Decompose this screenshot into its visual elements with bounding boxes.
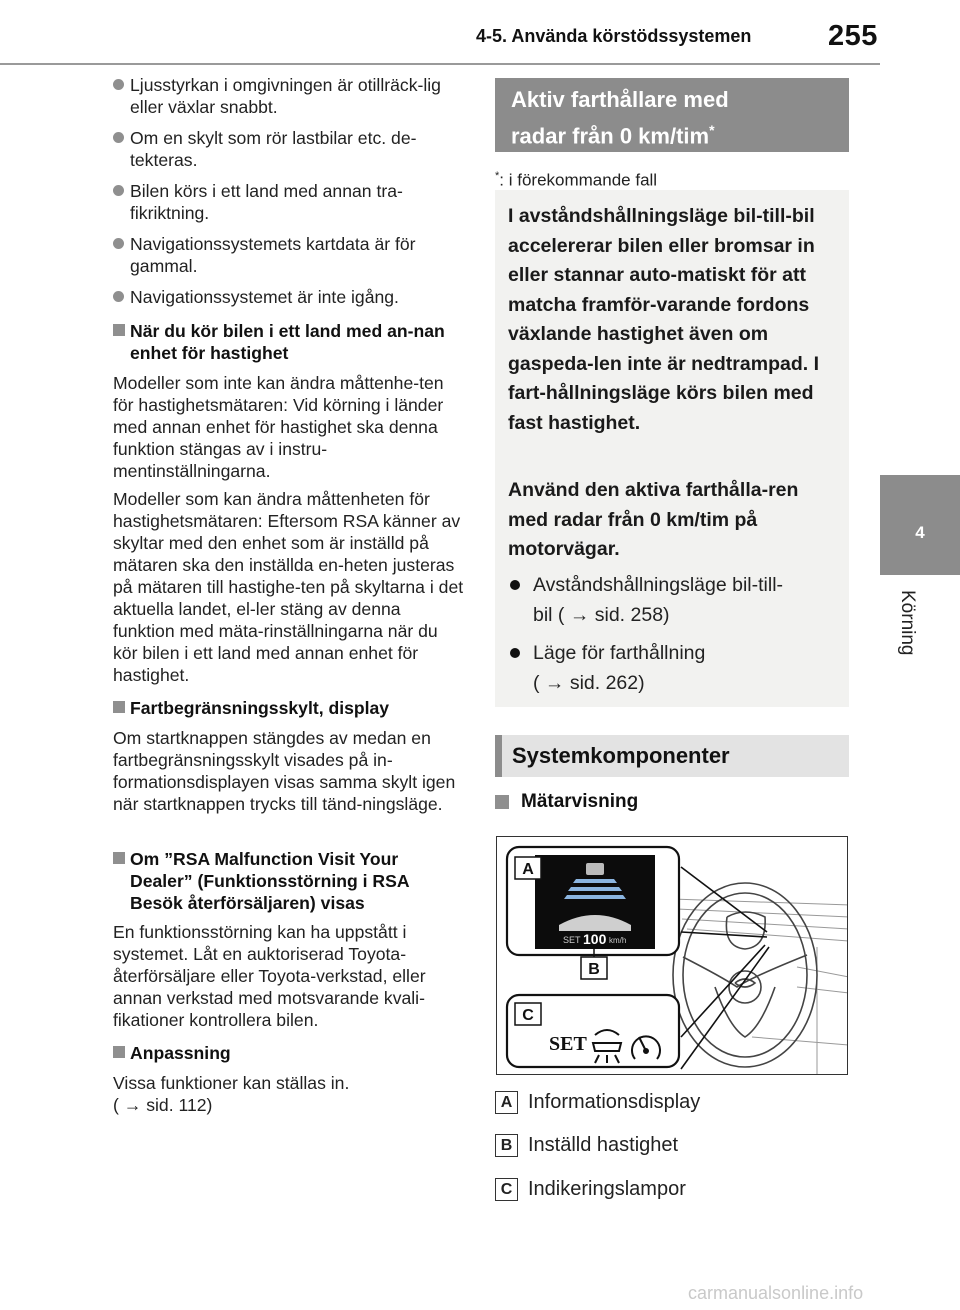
meter-illustration [497, 837, 848, 1075]
page-number: 255 [828, 20, 878, 52]
footnote-marker: * [709, 122, 715, 138]
bullet-icon [113, 185, 124, 196]
info-list-item: Läge för farthållning ( → sid. 262) [508, 638, 838, 698]
section-heading-line: radar från 0 km/tim [511, 123, 710, 149]
legend-key: A [495, 1091, 518, 1114]
label-b: B [588, 961, 600, 978]
square-bullet-icon [113, 324, 125, 336]
set-indicator: SET [549, 1033, 587, 1055]
legend-item [495, 1178, 686, 1201]
square-bullet-icon [113, 701, 125, 713]
chapter-number: 4 [915, 523, 925, 542]
dashboard-lines [672, 899, 848, 1075]
legend-key: C [495, 1178, 518, 1201]
subsection-heading: När du kör bilen i ett land med an-nan enhet för hastighet [113, 320, 465, 364]
steering-wheel-icon [673, 883, 817, 1067]
bullet-icon [510, 580, 520, 590]
list-item [113, 127, 465, 171]
section-heading [495, 78, 849, 152]
bullet-icon [510, 648, 520, 658]
meter-figure [496, 836, 848, 1075]
header-divider [0, 63, 880, 65]
label-c: C [522, 1007, 534, 1024]
legend-text: Indikeringslampor [528, 1178, 686, 1200]
list-item [113, 286, 465, 308]
square-bullet-icon [495, 795, 509, 809]
legend-key: B [495, 1134, 518, 1157]
legend-text: Informationsdisplay [528, 1091, 701, 1113]
paragraph: Modeller som inte kan ändra måttenhe-ten för hastighetsmätaren: Vid körning i länder med annan enhet för hastighet ska denna funktion stängas av i instru-mentinställningarna. [113, 373, 444, 481]
bullet-icon [113, 79, 124, 90]
list-item-text: Navigationssystemets kartdata är för gammal. [130, 234, 416, 276]
page-reference: ( → sid. 112) [113, 1095, 213, 1115]
subsection-heading: Fartbegränsningsskylt, display [113, 697, 465, 719]
page-reference: bil ( → sid. 258) [533, 604, 670, 626]
square-bullet-icon [113, 1046, 125, 1058]
bullet-icon [113, 132, 124, 143]
info-paragraph: Använd den aktiva farthålla-ren med radar från 0 km/tim på motorvägar. [508, 479, 799, 560]
paragraph: En funktionsstörning kan ha uppstått i systemet. Låt en auktoriserad Toyota-återförsäljare eller Toyota-verkstad, eller annan verkstad med motsvarande kvali-fikationer kontrollera bilen. [113, 922, 426, 1030]
paragraph: Modeller som kan ändra måttenheten för hastighetsmätaren: Eftersom RSA känner av skyltar med den enhet som är inställd på mätaren ska den inställda en-heten justeras på mätaren till hastighe-ten på skyltarna i det aktuella landet, el-ler stäng av denna funktion med mäta-rinställningarna när du kör bilen i ett land med annan enhet för hastighet. [113, 489, 464, 685]
list-item-text: Navigationssystemet är inte igång. [130, 287, 399, 307]
legend-item [495, 1134, 678, 1157]
info-paragraph: I avståndshållningsläge bil-till-bil accelererar bilen eller bromsar in eller stannar auto-matiskt för att matcha framför-varande fordons växlande hastighet även om gaspeda-len inte är nedtrampad. I fart-hållningsläge körs bilen med fast hastighet. [508, 205, 819, 434]
legend-item [495, 1091, 700, 1114]
set-text: SET [563, 935, 581, 945]
list-item [113, 233, 465, 277]
square-bullet-icon [113, 852, 125, 864]
label-a: A [522, 861, 534, 878]
chapter-label: Körning [897, 590, 918, 656]
paragraph: Vissa funktioner kan ställas in. [113, 1073, 350, 1093]
legend-text: Inställd hastighet [528, 1134, 679, 1156]
page-reference: ( → sid. 262) [533, 672, 645, 694]
speed-unit: km/h [609, 936, 627, 945]
list-item-text: Ljusstyrkan i omgivningen är otillräck-lig eller växlar snabbt. [130, 75, 441, 117]
speed-value: 100 [583, 931, 607, 947]
list-item [113, 180, 465, 224]
footnote-star: * [495, 170, 500, 182]
subsection-heading: Anpassning [113, 1042, 465, 1064]
subsection-heading: Mätarvisning [495, 791, 847, 813]
section-heading: Systemkomponenter [495, 735, 849, 777]
section-title: 4-5. Använda körstödssystemen [476, 26, 752, 46]
footnote-text: : i förekommande fall [499, 170, 658, 190]
watermark: carmanualsonline.info [688, 1283, 864, 1303]
bullet-icon [113, 238, 124, 249]
section-heading-line: Aktiv farthållare med [511, 87, 729, 112]
footnote [495, 170, 657, 191]
subsection-heading: Om ”RSA Malfunction Visit Your Dealer” (Funktionsstörning i RSA Besök återförsäljaren) visas [113, 848, 465, 914]
bullet-icon [113, 291, 124, 302]
paragraph: Om startknappen stängdes av medan en fartbegränsningsskylt visades på in-formationsdisplayen visas samma skylt igen när startknappen trycks till tänd-ningsläge. [113, 728, 456, 814]
list-item [113, 74, 465, 118]
list-item-text: Bilen körs i ett land med annan tra-fikriktning. [130, 181, 403, 223]
info-list-item: Avståndshållningsläge bil-till- bil ( → sid. 258) [508, 570, 838, 630]
list-item-text: Om en skylt som rör lastbilar etc. de-tekteras. [130, 128, 417, 170]
